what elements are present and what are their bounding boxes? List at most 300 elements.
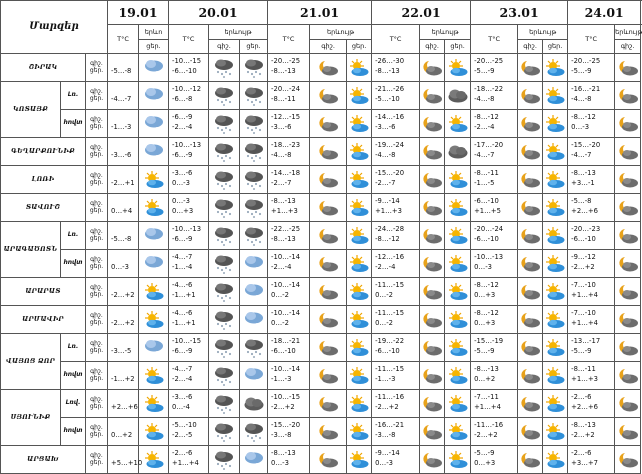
day-temp: -6…-9: [172, 152, 208, 162]
moon-cloud-icon: [518, 278, 543, 306]
night-label: գիշ.: [86, 397, 107, 404]
day-temp: -5…-10: [375, 96, 419, 106]
day-label: ցեր.: [86, 292, 107, 299]
moon-cloud-icon: [310, 110, 347, 138]
temperature-cell: [568, 222, 615, 250]
day-temp: -5…-9: [571, 68, 614, 78]
moon-cloud-icon: [310, 82, 347, 110]
night-label: գիշ.: [86, 229, 107, 236]
night-temp: -10…-12: [172, 86, 208, 96]
moon-cloud-icon: [615, 222, 641, 250]
table-row: [1, 306, 641, 334]
day-temp: -2…+2: [571, 264, 614, 274]
cloud-snow-icon: [240, 110, 268, 138]
region-name: ՍՅՈՒՆԻՔ: [1, 390, 61, 446]
day-label: ցեր.: [86, 124, 107, 131]
moon-cloud-icon: [420, 166, 445, 194]
moon-cloud-icon: [310, 166, 347, 194]
region-name: ԱՐՄԱՎԻՐ: [1, 306, 86, 334]
sun-cloud-icon: [543, 110, 568, 138]
sun-cloud-icon: [543, 82, 568, 110]
day-temp: -5…-9: [474, 68, 517, 78]
night-temp: -8…-13: [571, 422, 614, 432]
cloud-snow-icon: [209, 110, 240, 138]
temperature-cell: [372, 138, 420, 166]
night-temp: -7…-10: [571, 282, 614, 292]
sun-cloud-icon: [543, 306, 568, 334]
table-row: [1, 250, 641, 278]
day-temp: -6…-10: [571, 236, 614, 246]
day-temp: 0…-2: [375, 320, 419, 330]
day-temp: -6…-8: [172, 96, 208, 106]
temperature-cell: [568, 418, 615, 446]
temperature-cell: [108, 334, 139, 362]
day-temp: -6…-10: [474, 236, 517, 246]
night-temp: -21…-26: [375, 86, 419, 96]
night-temp: [111, 422, 138, 432]
sun-cloud-icon: [445, 250, 471, 278]
sun-cloud-icon: [347, 446, 372, 474]
night-temp: -12…-16: [375, 254, 419, 264]
day-temp: 0…-2: [271, 292, 309, 302]
sun-cloud-icon: [347, 306, 372, 334]
sun-cloud-icon: [445, 446, 471, 474]
cloud-snow-icon: [209, 446, 240, 474]
night-temp: [111, 226, 138, 236]
night-temp: -2…-6: [571, 450, 614, 460]
temperature-cell: [108, 418, 139, 446]
night-temp: -11…-16: [375, 394, 419, 404]
cloud-snow-icon: [240, 418, 268, 446]
day-temp: -8…-13: [271, 236, 309, 246]
night-temp: [111, 366, 138, 376]
moon-cloud-icon: [518, 222, 543, 250]
night-temp: -11…-15: [375, 282, 419, 292]
night-temp: -7…-11: [474, 394, 517, 404]
cloud-snow-icon: [209, 278, 240, 306]
night-temp: -4…-6: [172, 282, 208, 292]
day-temp: -2…-4: [474, 124, 517, 134]
snow-icon: [240, 446, 268, 474]
night-temp: -10…-14: [271, 254, 309, 264]
day-temp: -8…-13: [375, 68, 419, 78]
night-temp: -20…-25: [271, 58, 309, 68]
day-temp: -4…-8: [571, 96, 614, 106]
sun-cloud-icon: [543, 222, 568, 250]
day-col-header: ցեր.: [347, 40, 372, 54]
cloud-snow-icon: [209, 194, 240, 222]
sun-cloud-icon: [543, 362, 568, 390]
sun-cloud-icon: [139, 418, 169, 446]
day-temp: 0…+3: [474, 320, 517, 330]
subregion-label: Լռ.: [61, 334, 86, 362]
night-day-label: [86, 194, 108, 222]
temperature-cell: [268, 110, 310, 138]
phen-col-header: երևույթ: [518, 25, 568, 40]
temperature-cell: [169, 278, 209, 306]
day-label: ցեր.: [86, 376, 107, 383]
night-temp: -9…-14: [375, 450, 419, 460]
moon-cloud-icon: [420, 110, 445, 138]
night-temp: -3…-6: [172, 170, 208, 180]
sun-cloud-icon: [347, 250, 372, 278]
moon-cloud-icon: [420, 278, 445, 306]
moon-cloud-icon: [615, 390, 641, 418]
temperature-cell: [108, 446, 139, 474]
temperature-cell: [169, 110, 209, 138]
region-name: ԱՐԱՐԱՏ: [1, 278, 86, 306]
region-name: ԳԵՂԱՐՔՈՒՆԻՔ: [1, 138, 86, 166]
temperature-cell: [108, 250, 139, 278]
night-label: գիշ.: [86, 369, 107, 376]
night-temp: -2…-6: [571, 394, 614, 404]
sun-cloud-icon: [139, 446, 169, 474]
sun-cloud-icon: [347, 54, 372, 82]
night-temp: -18…-21: [271, 338, 309, 348]
night-temp: [111, 282, 138, 292]
day-temp: +1…+4: [172, 460, 208, 470]
day-temp: 0…+3: [474, 292, 517, 302]
night-temp: -16…-21: [375, 422, 419, 432]
temperature-cell: [372, 278, 420, 306]
temperature-cell: [169, 418, 209, 446]
temperature-cell: [568, 390, 615, 418]
day-temp: -2…+1: [111, 180, 138, 190]
temperature-cell: [108, 82, 139, 110]
moon-cloud-icon: [518, 54, 543, 82]
temperature-cell: [568, 110, 615, 138]
cloud-snow-icon: [240, 54, 268, 82]
day-temp: -2…-4: [172, 124, 208, 134]
night-temp: -16…-21: [571, 86, 614, 96]
temperature-cell: [268, 222, 310, 250]
night-label: գիշ.: [86, 173, 107, 180]
temperature-cell: [471, 446, 518, 474]
sun-cloud-icon: [445, 334, 471, 362]
date-header: 19.01: [108, 1, 169, 25]
night-temp: -6…-10: [474, 198, 517, 208]
temperature-cell: [268, 306, 310, 334]
night-temp: -19…-22: [375, 338, 419, 348]
night-col-header: գիշ.: [420, 40, 445, 54]
table-row: [1, 166, 641, 194]
sun-cloud-icon: [139, 278, 169, 306]
day-temp: -6…-10: [172, 68, 208, 78]
day-temp: +3…-1: [571, 180, 614, 190]
sun-cloud-icon: [445, 54, 471, 82]
moon-cloud-icon: [420, 306, 445, 334]
temperature-cell: [471, 194, 518, 222]
day-label: ցեր.: [86, 432, 107, 439]
moon-cloud-icon: [310, 54, 347, 82]
moon-cloud-icon: [518, 250, 543, 278]
night-label: գիշ.: [86, 341, 107, 348]
day-temp: +1…+3: [571, 376, 614, 386]
temperature-cell: [471, 250, 518, 278]
moon-cloud-icon: [420, 138, 445, 166]
night-temp: -18…-22: [474, 86, 517, 96]
moon-cloud-icon: [310, 334, 347, 362]
table-row: [1, 362, 641, 390]
snow-icon: [139, 138, 169, 166]
moon-cloud-icon: [420, 418, 445, 446]
moon-cloud-icon: [518, 390, 543, 418]
day-temp: +2…+6: [571, 208, 614, 218]
moon-cloud-icon: [615, 306, 641, 334]
night-temp: -13…-17: [571, 338, 614, 348]
cloud-snow-icon: [209, 362, 240, 390]
night-temp: -10…-13: [172, 142, 208, 152]
table-row: [1, 194, 641, 222]
subregion-label: հովտ: [61, 362, 86, 390]
temperature-cell: [372, 82, 420, 110]
temperature-cell: [372, 250, 420, 278]
day-temp: -1…-4: [172, 264, 208, 274]
day-temp: -2…-5: [172, 432, 208, 442]
temp-col-header: T°C: [268, 25, 310, 54]
region-name: ԼՈՌԻ: [1, 166, 86, 194]
night-temp: -8…-13: [571, 170, 614, 180]
night-temp: -24…-28: [375, 226, 419, 236]
table-row: [1, 446, 641, 474]
night-temp: -11…-15: [375, 310, 419, 320]
night-temp: -3…-6: [172, 394, 208, 404]
temperature-cell: [108, 166, 139, 194]
moon-cloud-icon: [310, 446, 347, 474]
moon-cloud-icon: [615, 446, 641, 474]
sun-cloud-icon: [347, 222, 372, 250]
night-temp: -8…-13: [271, 450, 309, 460]
cloud-snow-icon: [209, 82, 240, 110]
day-temp: -3…-6: [271, 124, 309, 134]
night-temp: -8…-12: [474, 114, 517, 124]
day-temp: -1…+1: [172, 320, 208, 330]
night-day-label: [86, 418, 108, 446]
night-temp: -4…-7: [172, 254, 208, 264]
table-row: [1, 390, 641, 418]
night-temp: -10…-15: [271, 394, 309, 404]
date-header: 20.01: [169, 1, 268, 25]
temperature-cell: [471, 82, 518, 110]
snow-icon: [139, 54, 169, 82]
night-temp: -15…-19: [474, 338, 517, 348]
snow-icon: [240, 278, 268, 306]
temperature-cell: [372, 194, 420, 222]
night-temp: -22…-25: [271, 226, 309, 236]
moon-cloud-icon: [518, 194, 543, 222]
sun-cloud-icon: [445, 166, 471, 194]
day-temp: +2…+6: [111, 404, 138, 414]
day-label: ցեր.: [86, 404, 107, 411]
snow-icon: [139, 82, 169, 110]
day-temp: -1…-3: [375, 376, 419, 386]
sun-cloud-icon: [543, 166, 568, 194]
night-day-label: [86, 166, 108, 194]
cloud-snow-icon: [209, 390, 240, 418]
night-col-header: գիշ.: [518, 40, 543, 54]
moon-cloud-icon: [310, 362, 347, 390]
sun-cloud-icon: [139, 362, 169, 390]
sun-cloud-icon: [543, 194, 568, 222]
table-row: [1, 278, 641, 306]
night-temp: -5…-9: [474, 450, 517, 460]
temperature-cell: [169, 390, 209, 418]
night-label: գիշ.: [86, 313, 107, 320]
cloud-icon: [240, 390, 268, 418]
day-temp: +1…+5: [474, 208, 517, 218]
temperature-cell: [169, 306, 209, 334]
day-temp: -3…-6: [375, 124, 419, 134]
temperature-cell: [169, 362, 209, 390]
day-temp: -4…-8: [271, 152, 309, 162]
day-temp: 0…-3: [571, 124, 614, 134]
night-label: գիշ.: [86, 285, 107, 292]
night-temp: -10…-13: [172, 226, 208, 236]
moon-cloud-icon: [310, 250, 347, 278]
day-temp: -5…-8: [111, 236, 138, 246]
temperature-cell: [471, 110, 518, 138]
day-temp: -2…+2: [474, 432, 517, 442]
night-label: գիշ.: [86, 257, 107, 264]
night-temp: [111, 114, 138, 124]
snow-icon: [240, 362, 268, 390]
night-label: գիշ.: [86, 61, 107, 68]
day-label: ցեր.: [86, 68, 107, 75]
sun-cloud-icon: [543, 250, 568, 278]
night-temp: -4…-6: [172, 310, 208, 320]
date-header: 22.01: [372, 1, 471, 25]
day-label: ցեր.: [86, 460, 107, 467]
sun-cloud-icon: [347, 278, 372, 306]
sun-cloud-icon: [445, 278, 471, 306]
temperature-cell: [268, 138, 310, 166]
snow-icon: [139, 222, 169, 250]
temperature-cell: [268, 446, 310, 474]
temperature-cell: [268, 390, 310, 418]
day-temp: -4…-8: [375, 152, 419, 162]
night-temp: -20…-24: [271, 86, 309, 96]
moon-cloud-icon: [310, 194, 347, 222]
sun-cloud-icon: [445, 110, 471, 138]
cloud-snow-icon: [209, 54, 240, 82]
night-day-label: [86, 138, 108, 166]
night-day-label: [86, 306, 108, 334]
moon-cloud-icon: [615, 82, 641, 110]
cloud-snow-icon: [209, 306, 240, 334]
day-temp: -6…-10: [271, 348, 309, 358]
night-temp: -7…-10: [571, 310, 614, 320]
temperature-cell: [568, 362, 615, 390]
day-temp: -6…-10: [375, 348, 419, 358]
temperature-cell: [471, 54, 518, 82]
cloud-snow-icon: [240, 194, 268, 222]
sun-cloud-icon: [347, 82, 372, 110]
temperature-cell: [568, 334, 615, 362]
day-temp: -3…-6: [111, 152, 138, 162]
temperature-cell: [268, 82, 310, 110]
day-temp: +3…+7: [571, 460, 614, 470]
region-name: ՇԻՐԱԿ: [1, 54, 86, 82]
sun-cloud-icon: [347, 138, 372, 166]
temperature-cell: [268, 362, 310, 390]
day-temp: +1…+4: [571, 320, 614, 330]
moon-cloud-icon: [310, 222, 347, 250]
night-label: գիշ.: [86, 453, 107, 460]
day-temp: -4…-7: [111, 96, 138, 106]
night-label: գիշ.: [86, 425, 107, 432]
corner-title: Մարզեր: [1, 1, 108, 54]
day-temp: -1…-3: [271, 376, 309, 386]
moon-cloud-icon: [615, 110, 641, 138]
temp-col-header: T°C: [471, 25, 518, 54]
moon-cloud-icon: [615, 138, 641, 166]
temperature-cell: [169, 194, 209, 222]
cloud-snow-icon: [209, 138, 240, 166]
night-label: գիշ.: [86, 89, 107, 96]
day-temp: -2…+2: [571, 432, 614, 442]
moon-cloud-icon: [518, 334, 543, 362]
region-name: ԱՐՑԱԽ: [1, 446, 86, 474]
night-day-label: [86, 334, 108, 362]
temperature-cell: [372, 306, 420, 334]
day-temp: +2…+6: [571, 404, 614, 414]
day-temp: -2…+2: [375, 404, 419, 414]
temperature-cell: [568, 82, 615, 110]
date-header: 23.01: [471, 1, 568, 25]
cloud-snow-icon: [209, 166, 240, 194]
moon-cloud-icon: [615, 166, 641, 194]
moon-cloud-icon: [615, 54, 641, 82]
temperature-cell: [169, 138, 209, 166]
day-temp: -1…+1: [172, 292, 208, 302]
sun-cloud-icon: [139, 306, 169, 334]
snow-icon: [139, 110, 169, 138]
night-temp: -8…-11: [474, 170, 517, 180]
night-col-header: գիշ.: [310, 40, 347, 54]
night-temp: -8…-13: [474, 366, 517, 376]
table-row: [1, 418, 641, 446]
moon-cloud-icon: [310, 138, 347, 166]
temperature-cell: [108, 362, 139, 390]
moon-cloud-icon: [420, 222, 445, 250]
temperature-cell: [169, 222, 209, 250]
temperature-cell: [372, 390, 420, 418]
moon-cloud-icon: [615, 194, 641, 222]
night-temp: -18…-23: [271, 142, 309, 152]
night-temp: -15…-20: [571, 142, 614, 152]
day-temp: 0…+2: [111, 432, 138, 442]
moon-cloud-icon: [518, 362, 543, 390]
temperature-cell: [471, 222, 518, 250]
day-temp: -8…-11: [271, 96, 309, 106]
temp-col-header: T°C: [568, 25, 615, 54]
temperature-cell: [108, 194, 139, 222]
moon-cloud-icon: [518, 110, 543, 138]
temperature-cell: [471, 278, 518, 306]
night-temp: -20…-25: [474, 58, 517, 68]
moon-cloud-icon: [310, 390, 347, 418]
temperature-cell: [169, 54, 209, 82]
cloud-snow-icon: [240, 138, 268, 166]
temperature-cell: [372, 54, 420, 82]
night-day-label: [86, 82, 108, 110]
temperature-cell: [568, 306, 615, 334]
region-name: ՎԱՅՈՑ ՁՈՐ: [1, 334, 61, 390]
day-temp: 0…-3: [375, 460, 419, 470]
day-temp: -5…-9: [571, 348, 614, 358]
snow-icon: [240, 250, 268, 278]
table-row: [1, 334, 641, 362]
